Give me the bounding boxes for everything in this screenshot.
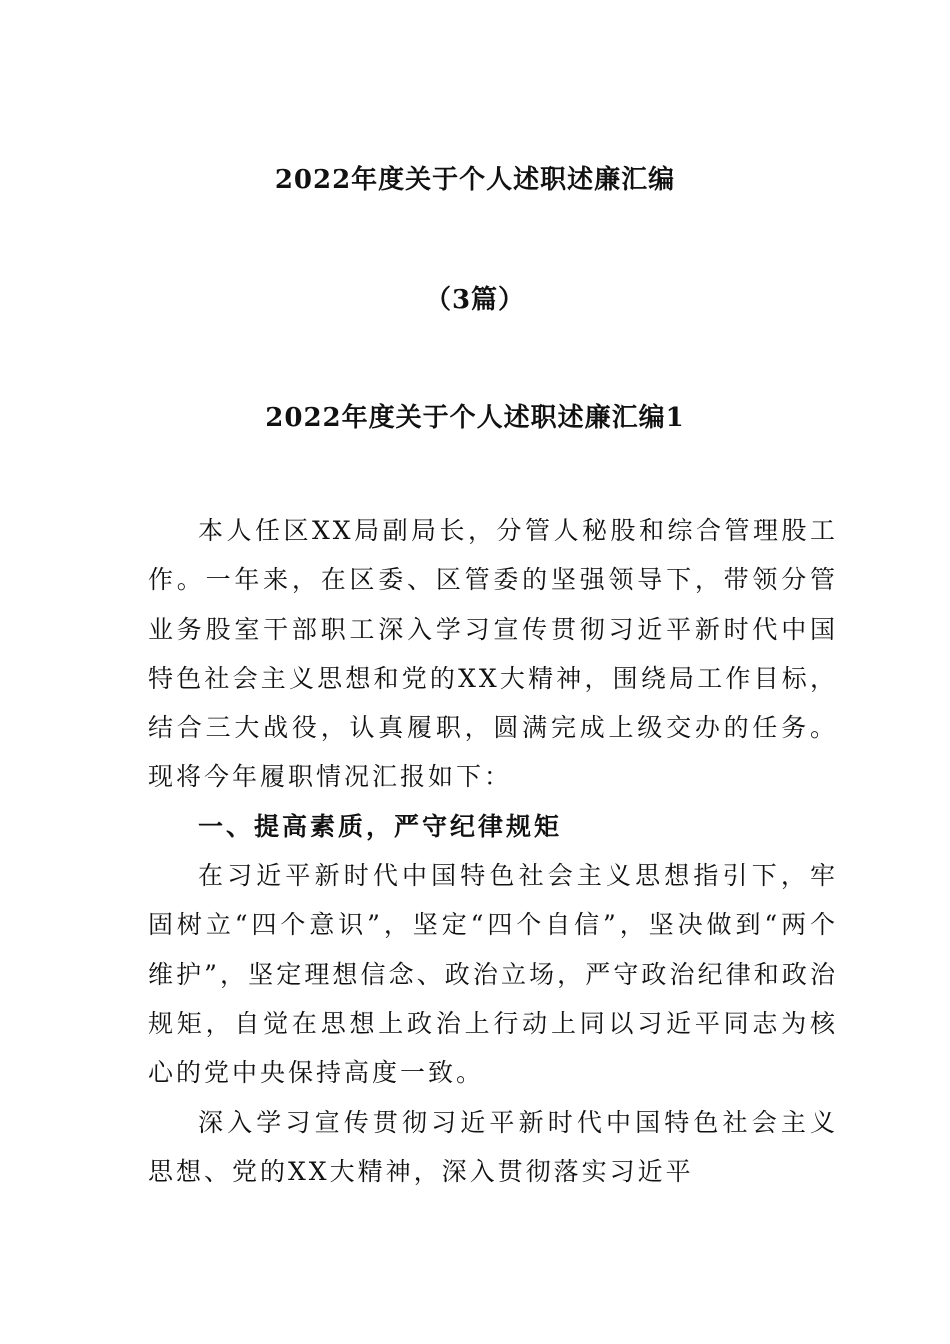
section-title: 2022年度关于个人述职述廉汇编1 xyxy=(265,403,685,433)
document-subtitle: （3篇） xyxy=(424,285,526,315)
document-title: 2022年度关于个人述职述廉汇编 xyxy=(274,165,676,195)
paragraph-political-discipline: 在习近平新时代中国特色社会主义思想指引下，牢固树立“四个意识”，坚定“四个自信”，坚决做到“两个维护”，坚定理想信念、政治立场，严守政治纪律和政治规矩，自觉在思想上政治上行动上同以习近平同志为核心的党中央保持高度一致。 xyxy=(148,861,838,1088)
paragraph-study: 深入学习宣传贯彻习近平新时代中国特色社会主义思想、党的XX大精神，深入贯彻落实习近平 xyxy=(148,1107,838,1186)
document-body xyxy=(148,506,838,1196)
section-heading-1: 一、提高素质，严守纪律规矩 xyxy=(198,811,563,841)
paragraph-intro: 本人任区XX局副局长，分管人秘股和综合管理股工作。一年来，在区委、区管委的坚强领导下，带领分管业务股室干部职工深入学习宣传贯彻习近平新时代中国特色社会主义思想和党的XX大精神，围绕局工作目标，结合三大战役，认真履职，圆满完成上级交办的任务。现将今年履职情况汇报如下： xyxy=(148,516,838,792)
